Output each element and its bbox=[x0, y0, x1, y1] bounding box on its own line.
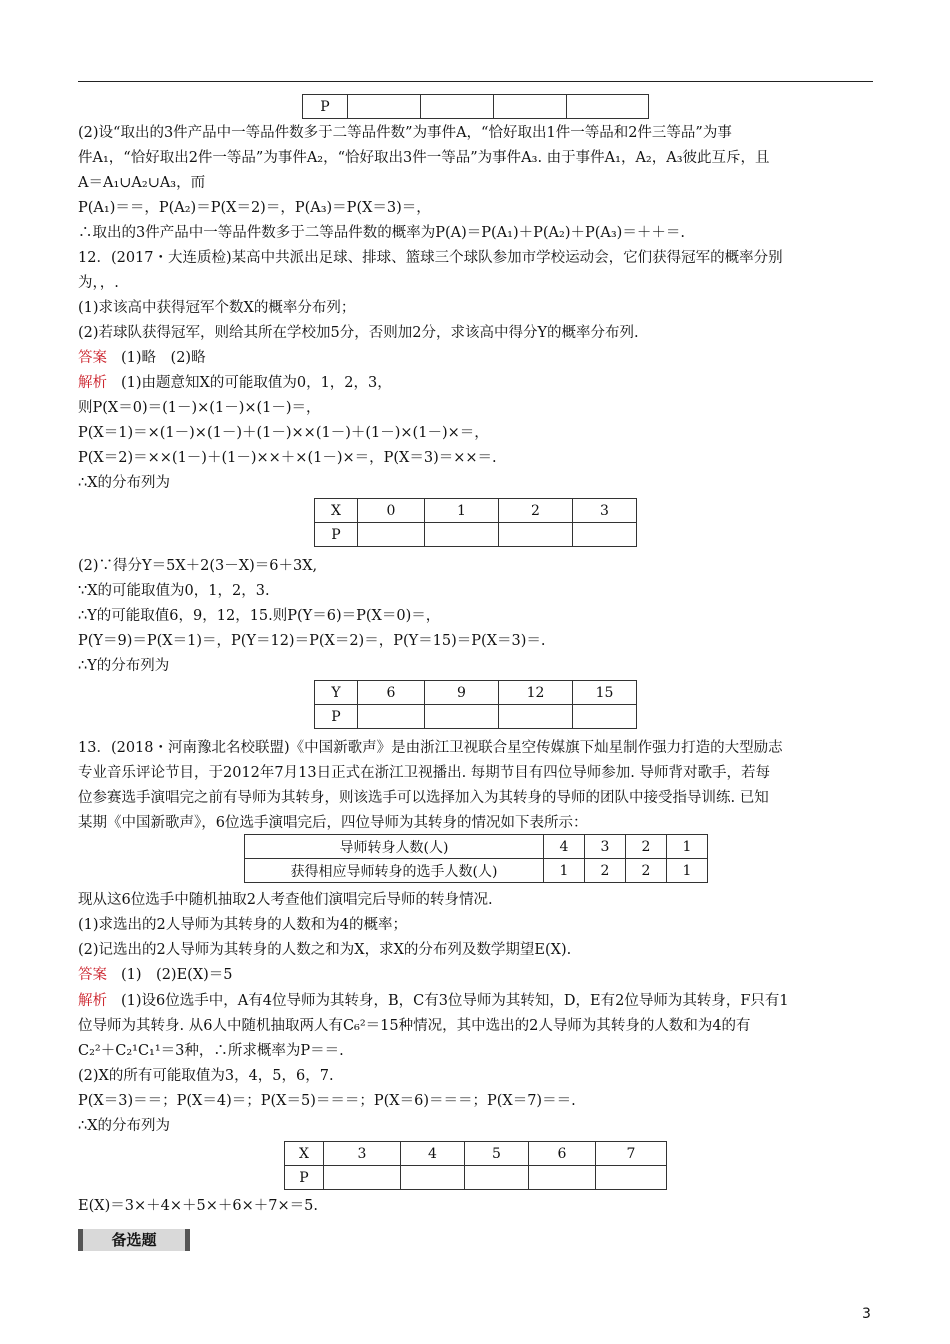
p12-answer: 答案 (1)略 (2)略 bbox=[78, 350, 206, 366]
p13-line: 位参赛选手演唱完之前有导师为其转身，则该选手可以选择加入为其转身的导师的团队中接受指导训练. 已知 bbox=[78, 790, 769, 806]
p13-line: 现从这6位选手中随机抽取2人考查他们演唱完后导师的转身情况. bbox=[78, 892, 493, 908]
p12-line: 则P(X＝0)＝(1－)×(1－)×(1－)＝， bbox=[78, 400, 321, 416]
p12-line: P(X＝2)＝××(1－)＋(1－)××＋×(1－)×＝，P(X＝3)＝××＝. bbox=[78, 450, 497, 466]
section-header: 备选题 bbox=[78, 1229, 190, 1251]
p13-line: P(X＝3)＝＝；P(X＝4)＝；P(X＝5)＝＝＝；P(X＝6)＝＝＝；P(X＝7)＝＝. bbox=[78, 1093, 576, 1109]
p13-line: (2)记选出的2人导师为其转身的人数之和为X，求X的分布列及数学期望E(X). bbox=[78, 942, 572, 958]
p11-line: A＝A₁∪A₂∪A₃，而 bbox=[78, 175, 206, 191]
p12-analysis: 解析 (1)由题意知X的可能取值为0，1，2，3， bbox=[78, 375, 392, 391]
p12-line: (2)∵得分Y＝5X＋2(3－X)＝6＋3X, bbox=[78, 558, 318, 574]
x2-distribution-table: X 3 4 5 6 7 P bbox=[284, 1141, 667, 1190]
p12-line: P(X＝1)＝×(1－)×(1－)＋(1－)××(1－)＋(1－)×(1－)×＝， bbox=[78, 425, 489, 441]
answer-label: 答案 bbox=[78, 350, 107, 366]
p12-line: ∴Y的分布列为 bbox=[78, 658, 170, 674]
p13-line: 专业音乐评论节目，于2012年7月13日正式在浙江卫视播出. 每期节目有四位导师参加. 导师背对歌手，若每 bbox=[78, 765, 771, 781]
p13-line: 位导师为其转身. 从6人中随机抽取两人有C₆²＝15种情况，其中选出的2人导师为其转身的人数和为4的有 bbox=[78, 1018, 751, 1034]
p12-line: ∴Y的可能取值6，9，12，15.则P(Y＝6)＝P(X＝0)＝， bbox=[78, 608, 441, 624]
p12-line: ∵X的可能取值为0，1，2，3. bbox=[78, 583, 270, 599]
analysis-label: 解析 bbox=[78, 993, 107, 1009]
p11-line: ∴取出的3件产品中一等品件数多于二等品件数的概率为P(A)＝P(A₁)＋P(A₂)＋P(A₃)＝＋＋＝. bbox=[78, 225, 685, 241]
p11-line: (2)设“取出的3件产品中一等品件数多于二等品件数”为事件A，“恰好取出1件一等品和2件三等品”为事 bbox=[78, 125, 732, 141]
p12-line: 为，，. bbox=[78, 275, 119, 291]
p11-line: P(A₁)＝＝，P(A₂)＝P(X＝2)＝，P(A₃)＝P(X＝3)＝， bbox=[78, 200, 431, 216]
p13-line: ∴X的分布列为 bbox=[78, 1118, 171, 1134]
p13-expectation: E(X)＝3×＋4×＋5×＋6×＋7×＝5. bbox=[78, 1198, 318, 1214]
p13-answer: 答案 (1) (2)E(X)＝5 bbox=[78, 967, 233, 983]
p11-line: 件A₁，“恰好取出2件一等品”为事件A₂，“恰好取出3件一等品”为事件A₃. 由于事件A₁，A₂，A₃彼此互斥，且 bbox=[78, 150, 770, 166]
x-distribution-table: X 0 1 2 3 P bbox=[314, 498, 637, 547]
p13-line: 某期《中国新歌声》，6位选手演唱完后，四位导师为其转身的情况如下表所示： bbox=[78, 815, 588, 831]
p12-line: ∴X的分布列为 bbox=[78, 475, 171, 491]
p12-line: 12．(2017・大连质检)某高中共派出足球、排球、篮球三个球队参加市学校运动会，它们获得冠军的概率分别 bbox=[78, 250, 783, 266]
mentor-table: 导师转身人数(人) 4 3 2 1 获得相应导师转身的选手人数(人) 1 2 2 1 bbox=[244, 834, 708, 883]
p13-line: 13．(2018・河南豫北名校联盟)《中国新歌声》是由浙江卫视联合星空传媒旗下灿星制作强力打造的大型励志 bbox=[78, 740, 783, 756]
p12-line: (1)求该高中获得冠军个数X的概率分布列； bbox=[78, 300, 356, 316]
page-number: 3 bbox=[862, 1306, 871, 1322]
p12-line: (2)若球队获得冠军，则给其所在学校加5分，否则加2分，求该高中得分Y的概率分布列. bbox=[78, 325, 639, 341]
p12-line: P(Y＝9)＝P(X＝1)＝，P(Y＝12)＝P(X＝2)＝，P(Y＝15)＝P(X＝3)＝. bbox=[78, 633, 546, 649]
header-rule bbox=[78, 81, 873, 82]
analysis-label: 解析 bbox=[78, 375, 107, 391]
answer-label: 答案 bbox=[78, 967, 107, 983]
p13-analysis: 解析 (1)设6位选手中，A有4位导师为其转身，B，C有3位导师为其转知，D，E有2位导师为其转身，F只有1 bbox=[78, 993, 789, 1009]
p13-line: C₂²＋C₂¹C₁¹＝3种，∴所求概率为P＝＝. bbox=[78, 1043, 344, 1059]
y-distribution-table: Y 6 9 12 15 P bbox=[314, 680, 637, 729]
p13-line: (1)求选出的2人导师为其转身的人数和为4的概率； bbox=[78, 917, 407, 933]
table-continued: P bbox=[302, 94, 649, 119]
p13-line: (2)X的所有可能取值为3，4，5，6，7. bbox=[78, 1068, 334, 1084]
